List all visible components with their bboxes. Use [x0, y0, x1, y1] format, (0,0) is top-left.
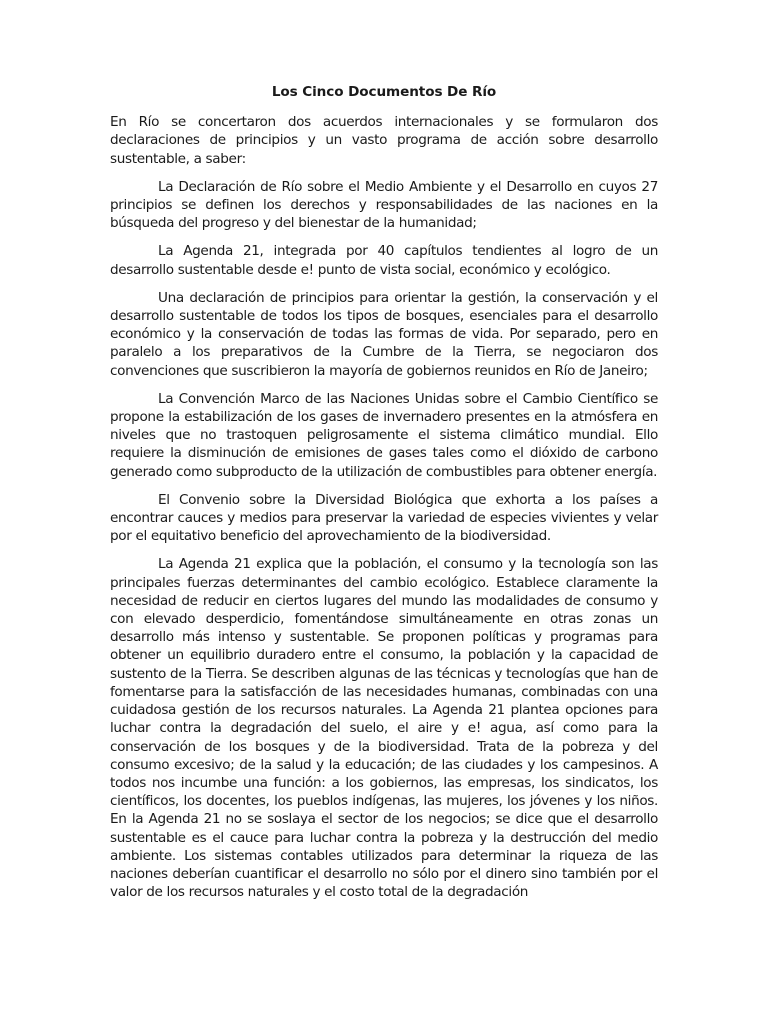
paragraph-diversidad-biologica: El Convenio sobre la Diversidad Biológica que exhorta a los países a encontrar cauces y medios para preservar la variedad de especies vivientes y velar por el equitativo beneficio del aprovechamiento de la biodiversidad.: [110, 491, 658, 545]
paragraph-intro: En Río se concertaron dos acuerdos internacionales y se formularon dos declaraciones de principios y un vasto programa de acción sobre desarrollo sustentable, a saber:: [110, 114, 658, 167]
paragraph-cambio-climatico: La Convención Marco de las Naciones Unidas sobre el Cambio Científico se propone la estabilización de los gases de invernadero presentes en la atmósfera en niveles que no trastoquen peligrosamente el sistema climático mundial. Ello requiere la disminución de emisiones de gases tales como el dióxido de carbono generado como subproducto de la utilización de combustibles para obtener energía.: [110, 390, 658, 480]
document-page: [110, 83, 658, 901]
paragraph-agenda-21-explica: La Agenda 21 explica que la población, el consumo y la tecnología son las principales fuerzas determinantes del cambio ecológico. Establece claramente la necesidad de reducir en ciertos lugares del mundo las modalidades de consumo y con elevado desperdicio, fomentándose simultáneamente en otras zonas un desarrollo más intenso y sustentable. Se proponen políticas y programas para obtener un equilibrio duradero entre el consumo, la población y la capacidad de sustento de la Tierra. Se describen algunas de las técnicas y tecnologías que han de fomentarse para la satisfacción de las necesidades humanas, combinadas con una cuidadosa gestión de los recursos naturales. La Agenda 21 plantea opciones para luchar contra la degradación del suelo, el aire y e! agua, así como para la conservación de los bosques y de la biodiversidad. Trata de la pobreza y del consumo excesivo; de la salud y la educación; de las ciudades y los campesinos. A todos nos incumbe una función: a los gobiernos, las empresas, los sindicatos, los científicos, los docentes, los pueblos indígenas, las mujeres, los jóvenes y los niños. En la Agenda 21 no se soslaya el sector de los negocios; se dice que el desarrollo sustentable es el cauce para luchar contra la pobreza y la destrucción del medio ambiente. Los sistemas contables utilizados para determinar la riqueza de las naciones deberían cuantificar el desarrollo no sólo por el dinero sino también por el valor de los recursos naturales y el costo total de la degradación: [110, 556, 658, 901]
paragraph-bosques: Una declaración de principios para orientar la gestión, la conservación y el desarrollo sustentable de todos los tipos de bosques, esenciales para el desarrollo económico y la conservación de todas las formas de vida. Por separado, pero en paralelo a los preparativos de la Cumbre de la Tierra, se negociaron dos convenciones que suscribieron la mayoría de gobiernos reunidos en Río de Janeiro;: [110, 289, 658, 379]
paragraph-agenda-21: La Agenda 21, integrada por 40 capítulos tendientes al logro de un desarrollo sustentable desde e! punto de vista social, económico y ecológico.: [110, 243, 658, 278]
document-title: Los Cinco Documentos De Río: [271, 84, 497, 100]
paragraph-declaracion-rio: La Declaración de Río sobre el Medio Ambiente y el Desarrollo en cuyos 27 principios se definen los derechos y responsabilidades de las naciones en la búsqueda del progreso y del bienestar de la humanidad;: [110, 178, 658, 232]
